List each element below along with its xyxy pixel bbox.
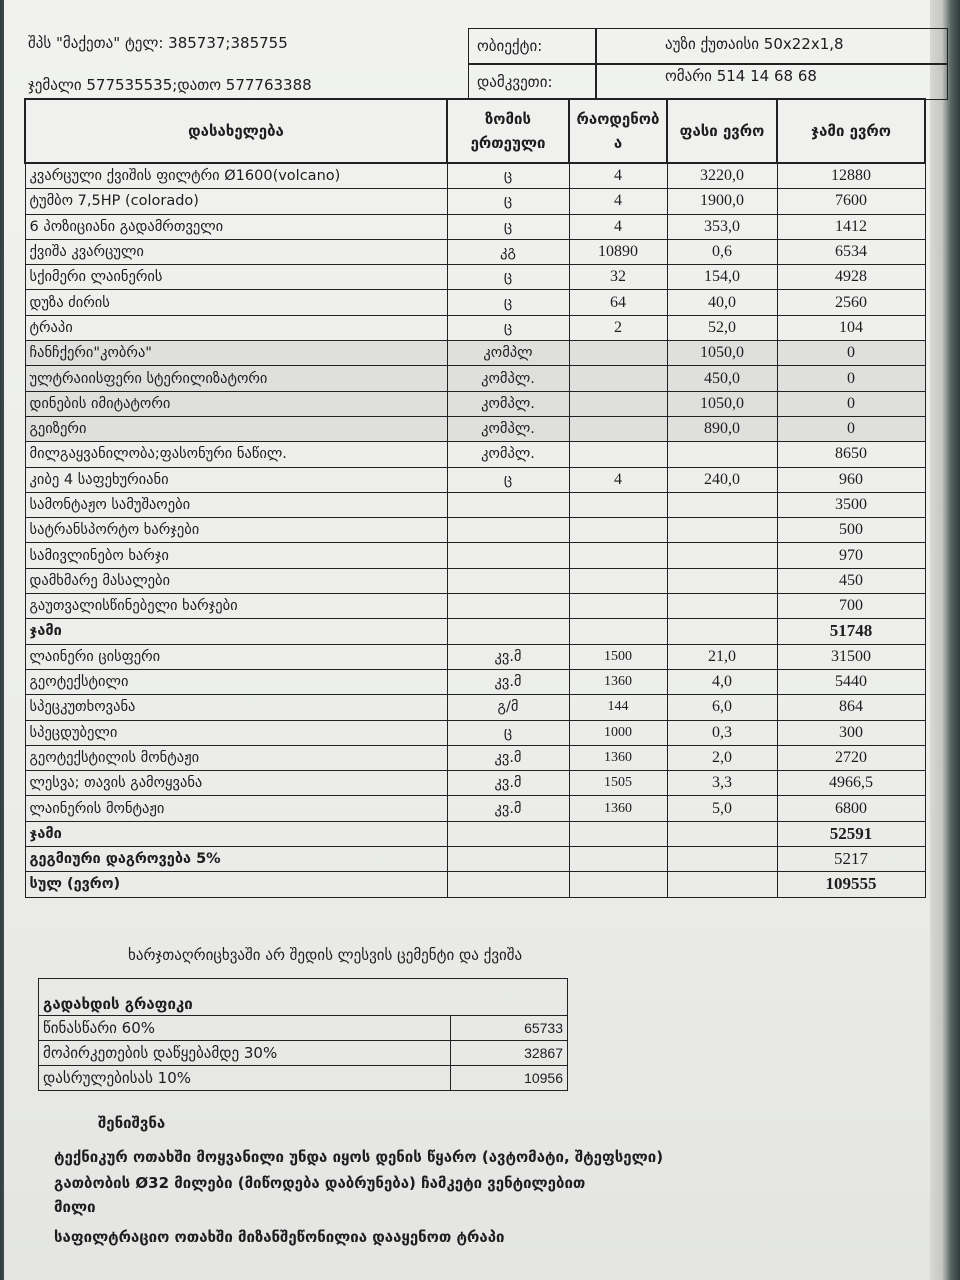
item-total: 0: [777, 391, 925, 416]
item-unit: კომპლ.: [447, 391, 569, 416]
item-total: 31500: [777, 644, 925, 669]
item-total: 4966,5: [777, 771, 925, 796]
table-row: [25, 391, 925, 416]
item-name: კვარცული ქვიშის ფილტრი Ø1600(volcano): [25, 163, 447, 189]
item-total: 8650: [777, 442, 925, 467]
footer-line-4: საფილტრაციო ოთახში მიზანშეწონილია დააყენოთ ტრაპი: [54, 1228, 505, 1246]
item-unit: კომპლ: [447, 341, 569, 366]
item-name: სამივლინებო ხარჯი: [25, 543, 447, 568]
item-total: 0: [777, 366, 925, 391]
table-row: [25, 644, 925, 669]
item-qty: 144: [569, 695, 667, 720]
item-unit: ც: [447, 214, 569, 239]
customer-value: ომარი 514 14 68 68: [665, 67, 817, 85]
item-unit: [447, 594, 569, 619]
col-header-price: ფასი ევრო: [667, 99, 777, 163]
item-qty: [569, 568, 667, 593]
object-value: აუზი ქუთაისი 50x22x1,8: [665, 35, 844, 53]
payment-amount: 10956: [451, 1066, 568, 1091]
item-total: 300: [777, 720, 925, 745]
item-price: [667, 543, 777, 568]
item-name: ტრაპი: [25, 315, 447, 340]
item-total: 960: [777, 467, 925, 492]
table-row: [25, 214, 925, 239]
item-price: 1050,0: [667, 341, 777, 366]
item-unit: კვ.მ: [447, 669, 569, 694]
table-row: [25, 315, 925, 340]
item-unit: კვ.მ: [447, 796, 569, 821]
item-total: 2720: [777, 745, 925, 770]
growth-row: [25, 847, 925, 872]
item-unit: კვ.მ: [447, 644, 569, 669]
item-qty: 32: [569, 265, 667, 290]
item-unit: ც: [447, 163, 569, 189]
growth-label: გეგმიური დაგროვება 5%: [25, 847, 447, 872]
item-total: 970: [777, 543, 925, 568]
item-price: 2,0: [667, 745, 777, 770]
item-total: 500: [777, 518, 925, 543]
item-qty: 4: [569, 163, 667, 189]
item-price: 240,0: [667, 467, 777, 492]
growth-total: 5217: [777, 847, 925, 872]
item-qty: 4: [569, 189, 667, 214]
item-total: 6534: [777, 239, 925, 264]
item-total: 104: [777, 315, 925, 340]
item-unit: ც: [447, 265, 569, 290]
item-unit: ც: [447, 189, 569, 214]
item-name: დამხმარე მასალები: [25, 568, 447, 593]
item-price: [667, 442, 777, 467]
item-qty: [569, 416, 667, 441]
grand-total: 109555: [777, 872, 925, 897]
item-unit: [447, 568, 569, 593]
sum-label: ჯამი: [25, 821, 447, 846]
col-header-name: დასახელება: [25, 99, 447, 163]
item-price: [667, 568, 777, 593]
item-name: ლაინერი ცისფერი: [25, 644, 447, 669]
table-row: [25, 416, 925, 441]
item-total: 12880: [777, 163, 925, 189]
item-name: მილგაყვანილობა;ფასონური ნაწილ.: [25, 442, 447, 467]
table-row: [25, 568, 925, 593]
item-qty: 1500: [569, 644, 667, 669]
item-qty: [569, 391, 667, 416]
table-row: [25, 796, 925, 821]
sum-label: ჯამი: [25, 619, 447, 644]
footer-line-2: გათბობის Ø32 მილები (მიწოდება დაბრუნება) ჩამკეტი ვენტილებით: [54, 1174, 586, 1192]
item-name: ქვიშა კვარცული: [25, 239, 447, 264]
item-price: 40,0: [667, 290, 777, 315]
item-total: 1412: [777, 214, 925, 239]
footer-title: შენიშვნა: [98, 1114, 166, 1132]
item-qty: 1505: [569, 771, 667, 796]
item-total: 864: [777, 695, 925, 720]
item-qty: 1360: [569, 745, 667, 770]
table-row: [25, 745, 925, 770]
item-price: [667, 492, 777, 517]
object-label: ობიექტი:: [477, 37, 543, 55]
header-info-box: [468, 28, 948, 100]
item-qty: 4: [569, 214, 667, 239]
item-unit: [447, 543, 569, 568]
item-qty: 2: [569, 315, 667, 340]
company-line: შპს "მაქეთა" ტელ: 385737;385755: [28, 34, 288, 52]
sum-row-1: [25, 619, 925, 644]
payment-schedule: [38, 978, 568, 1091]
table-row: [25, 543, 925, 568]
table-row: [25, 695, 925, 720]
footer-line-1: ტექნიკურ ოთახში მოყვანილი უნდა იყოს დენის წყარო (ავტომატი, შტეფსელი): [54, 1148, 664, 1166]
item-unit: ც: [447, 315, 569, 340]
item-qty: [569, 543, 667, 568]
item-total: 700: [777, 594, 925, 619]
item-name: გაუთვალისწინებელი ხარჯები: [25, 594, 447, 619]
item-qty: 10890: [569, 239, 667, 264]
item-name: ტუმბო 7,5HP (colorado): [25, 189, 447, 214]
table-row: [25, 265, 925, 290]
table-row: [25, 467, 925, 492]
item-name: გეოტექსტილი: [25, 669, 447, 694]
item-total: 450: [777, 568, 925, 593]
item-name: სქიმერი ლაინერის: [25, 265, 447, 290]
item-price: 21,0: [667, 644, 777, 669]
item-price: 52,0: [667, 315, 777, 340]
item-qty: 1360: [569, 669, 667, 694]
sum-total: 52591: [777, 821, 925, 846]
item-name: სატრანსპორტო ხარჯები: [25, 518, 447, 543]
item-price: 890,0: [667, 416, 777, 441]
payment-row: [39, 1041, 568, 1066]
item-total: 6800: [777, 796, 925, 821]
customer-label: დამკვეთი:: [477, 73, 553, 91]
document-header: [22, 28, 926, 100]
table-row: [25, 163, 925, 189]
payment-amount: 32867: [451, 1041, 568, 1066]
table-row: [25, 669, 925, 694]
item-unit: [447, 518, 569, 543]
payment-label: დასრულებისას 10%: [39, 1066, 451, 1091]
item-total: 3500: [777, 492, 925, 517]
item-price: [667, 594, 777, 619]
item-name: კიბე 4 საფეხურიანი: [25, 467, 447, 492]
item-unit: კომპლ.: [447, 442, 569, 467]
item-price: 1050,0: [667, 391, 777, 416]
item-total: 2560: [777, 290, 925, 315]
grand-total-row: [25, 872, 925, 897]
item-name: დინების იმიტატორი: [25, 391, 447, 416]
table-row: [25, 341, 925, 366]
item-name: სპეცდუბელი: [25, 720, 447, 745]
item-unit: გ/მ: [447, 695, 569, 720]
col-header-total: ჯამი ევრო: [777, 99, 925, 163]
exclusion-note: ხარჯთაღრიცხვაში არ შედის ლესვის ცემენტი და ქვიშა: [128, 946, 523, 964]
table-row: [25, 771, 925, 796]
table-row: [25, 290, 925, 315]
item-price: 3,3: [667, 771, 777, 796]
item-qty: 4: [569, 467, 667, 492]
item-qty: [569, 492, 667, 517]
item-total: 0: [777, 416, 925, 441]
item-name: ლესვა; თავის გამოყვანა: [25, 771, 447, 796]
item-qty: [569, 366, 667, 391]
table-row: [25, 518, 925, 543]
item-name: ჩანჩქერი"კობრა": [25, 341, 447, 366]
background-right-edge: [930, 0, 960, 1280]
item-unit: ც: [447, 467, 569, 492]
item-price: 6,0: [667, 695, 777, 720]
col-header-qty: რაოდენობა: [569, 99, 667, 163]
col-header-unit: ზომის ერთეული: [447, 99, 569, 163]
item-price: 450,0: [667, 366, 777, 391]
item-name: სამონტაჟო სამუშაოები: [25, 492, 447, 517]
item-unit: კვ.მ: [447, 745, 569, 770]
item-total: 4928: [777, 265, 925, 290]
item-price: 5,0: [667, 796, 777, 821]
item-name: 6 პოზიციანი გადამრთველი: [25, 214, 447, 239]
item-price: 3220,0: [667, 163, 777, 189]
item-unit: კგ: [447, 239, 569, 264]
payment-row: [39, 1016, 568, 1041]
item-qty: [569, 594, 667, 619]
item-total: 5440: [777, 669, 925, 694]
item-price: 0,6: [667, 239, 777, 264]
item-price: 1900,0: [667, 189, 777, 214]
table-row: [25, 366, 925, 391]
item-qty: 1000: [569, 720, 667, 745]
item-price: [667, 518, 777, 543]
item-qty: 1360: [569, 796, 667, 821]
item-name: სპეცკუთხოვანა: [25, 695, 447, 720]
item-name: დუზა ძირის: [25, 290, 447, 315]
table-row: [25, 492, 925, 517]
contacts-line: ჯემალი 577535535;დათო 577763388: [28, 76, 312, 94]
table-row: [25, 189, 925, 214]
item-price: 0,3: [667, 720, 777, 745]
payment-title: გადახდის გრაფიკი: [38, 978, 568, 1015]
table-row: [25, 594, 925, 619]
item-name: ლაინერის მონტაჟი: [25, 796, 447, 821]
sum-row-2: [25, 821, 925, 846]
item-unit: კვ.მ: [447, 771, 569, 796]
table-row: [25, 442, 925, 467]
item-qty: [569, 341, 667, 366]
item-unit: კომპლ.: [447, 366, 569, 391]
item-price: 154,0: [667, 265, 777, 290]
item-qty: 64: [569, 290, 667, 315]
item-name: გეიზერი: [25, 416, 447, 441]
item-total: 0: [777, 341, 925, 366]
item-unit: ც: [447, 290, 569, 315]
grand-label: სულ (ევრო): [25, 872, 447, 897]
item-unit: ც: [447, 720, 569, 745]
item-unit: კომპლ.: [447, 416, 569, 441]
item-price: 353,0: [667, 214, 777, 239]
payment-amount: 65733: [451, 1016, 568, 1041]
payment-label: წინასწარი 60%: [39, 1016, 451, 1041]
estimate-table: [24, 98, 926, 898]
payment-label: მოპირკეთების დაწყებამდე 30%: [39, 1041, 451, 1066]
item-qty: [569, 518, 667, 543]
footer-line-3: მილი: [54, 1198, 96, 1216]
item-unit: [447, 492, 569, 517]
table-row: [25, 239, 925, 264]
item-name: ულტრაიისფერი სტერილიზატორი: [25, 366, 447, 391]
item-price: 4,0: [667, 669, 777, 694]
table-header-row: [25, 99, 925, 163]
item-qty: [569, 442, 667, 467]
sum-total: 51748: [777, 619, 925, 644]
item-name: გეოტექსტილის მონტაჟი: [25, 745, 447, 770]
payment-row: [39, 1066, 568, 1091]
table-row: [25, 720, 925, 745]
item-total: 7600: [777, 189, 925, 214]
